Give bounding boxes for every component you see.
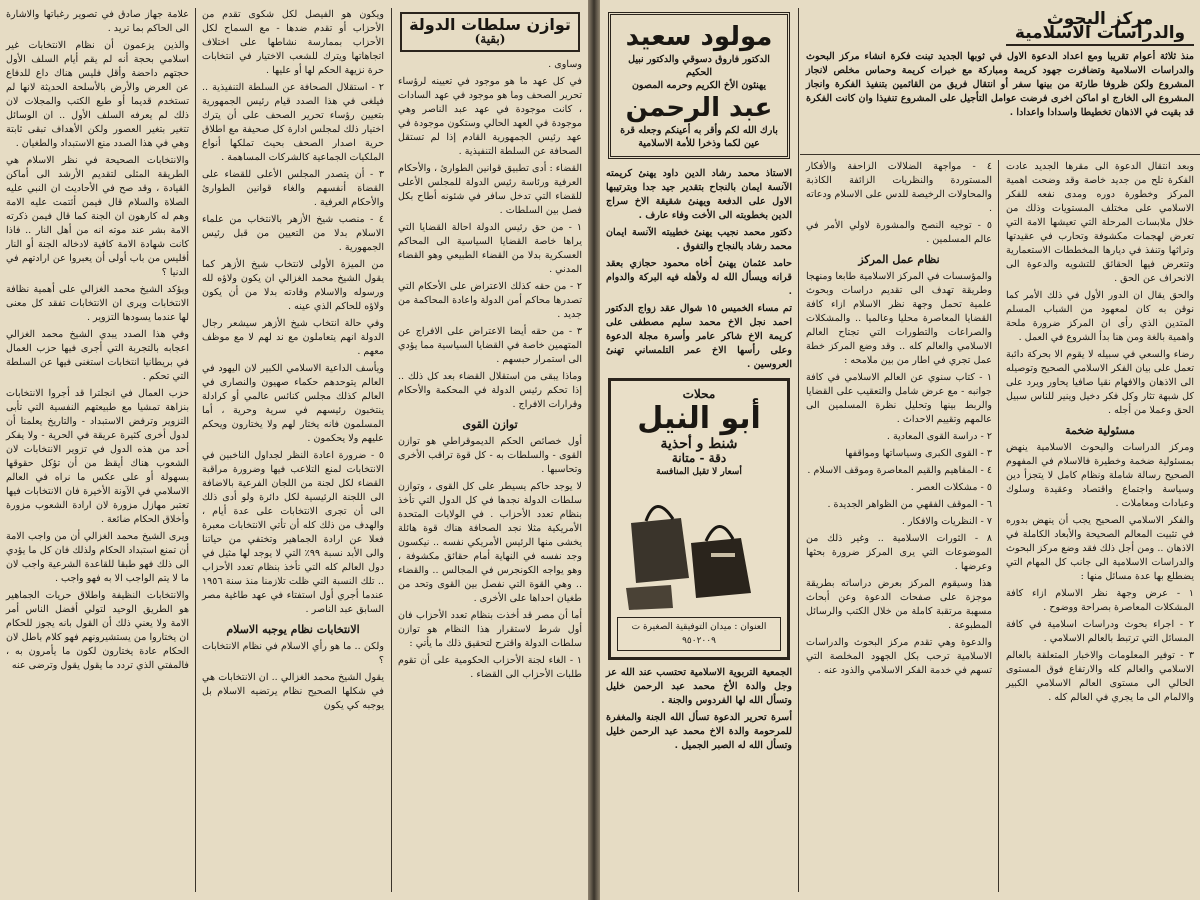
paragraph: أما أن مصر قد أخذت بنظام تعدد الأحزاب فان أول شرط لاستقرار هذا النظام هو توازن سلطات الدولة واقترح لتحقيق ذلك ما يأتي : bbox=[398, 610, 582, 649]
paragraph: ٧ - النظريات والافكار . bbox=[901, 516, 992, 527]
paragraph: أول خصائص الحكم الديموقراطي هو توازن القوى - والسلطات به - كل قوة تراقب الأخرى وتحاسبها . bbox=[398, 436, 582, 475]
paragraph: والدعوة وهي تقدم مركز البحوث والدراسات الاسلامية ترحب بكل الجهود المخلصة التي تسهم في خدمة الفكر الاسلامي والذود عنه . bbox=[806, 637, 992, 676]
paragraph: ويؤكد الشيخ محمد الغزالي على أهمية نظافة الانتخابات ويرى ان الانتخابات تفقد كل معنى لها عندما يسودها التزوير . bbox=[6, 284, 189, 323]
ad-line: الدكتور فاروق دسوقي والدكتور نبيل الحكيم bbox=[628, 54, 770, 78]
ad-address: العنوان : ميدان التوفيقية الصغيرة ت ٩٥٠٢٠٠٩ bbox=[617, 617, 781, 651]
congrats-paragraph: حامد عثمان يهنئ أخاه محمود حجازي بعقد قرانه ويسأل الله له ولأهله فيه البركة والدوام . bbox=[606, 258, 792, 297]
paragraph: ١ - الغاء لجنة الأحزاب الحكومية على أن تقوم طلبات الأحزاب الى القضاء . bbox=[398, 655, 582, 680]
condolence-paragraph: الجمعية التربوية الاسلامية تحتسب عند الله عز وجل والدة الأخ محمد عبد الرحمن خليل وتسأل الله لها الفردوس والجنة . bbox=[606, 667, 792, 706]
paragraph: والفكر الاسلامي الصحيح يجب أن ينهض بدوره في تثبيت المعالم الصحيحة والأبعاد الكاملة في الاذهان .. ومن أجل ذلك فقد وضع مركز البحوث والدراسات الاسلامية الى جانب كل المهام التي يضطلع بها عدة مسائل منها : bbox=[1006, 515, 1194, 582]
paragraph: ٤ - منصب شيخ الأزهر بالانتخاب من علماء الاسلام بدلا من التعيين من قبل رئيس الجمهورية . bbox=[202, 214, 384, 253]
paragraph: والانتخابات النظيفة واطلاق حريات الجماهير هو الطريق الوحيد لتولي أفضل الناس أمر الامة ولا يعني ذلك أن القول بانه يجوز للحكام ان يختاروا من يستشيرونهم فهو كلام باطل لان الحكام عادة يختارون لكون ما يأمرون به ، فالمفتي الذي تردد ما يقول يقول وترضى عنه bbox=[6, 590, 189, 671]
paragraph: يقول الشيخ محمد الغزالي .. ان الانتخابات هي في شكلها الصحيح نظام يرتضيه الاسلام بل يوجبه كي يكون bbox=[202, 672, 384, 711]
paragraph: وماذا يبقى من استقلال القضاء بعد كل ذلك .. إذا تحكم رئيس الدولة في المحكمة والأحكام وقرارات الافراج . bbox=[398, 371, 582, 410]
left-page bbox=[0, 0, 588, 900]
paragraph: ٥ - مشكلات العصر . bbox=[910, 482, 992, 493]
birth-announcement-ad bbox=[608, 12, 790, 159]
paragraph: والانتخابات الصحيحة في نظر الاسلام هي الطريقة المثلى لتقديم الأرشد الى أماكن القيادة ، وقد صح في الأحاديث ان النبي عليه الصلاة والسلام قال فيمن أئتمت عليه الامة وهم له كارهون ان الجنة كما قال فيمن ذكرته الامة بشر عند موته انه من أهل النار .. فاذا كانت شهادة الامة كافية لادخاله الجنة أو النار أفليس من باب أولى أن يعبروا عن ارادتهم في الدنيا ؟ bbox=[6, 155, 189, 278]
paragraph: ويرى الشيخ محمد الغزالي أن من واجب الامة أن تمنع استبداد الحكام ولذلك فان كل ما يؤدي الى ذلك فهو طبقا للقاعدة الشرعية واجب لان ما لا يتم الواجب الا به فهو واجب . bbox=[6, 531, 189, 584]
ad-shop-name: أبو النيل bbox=[637, 401, 761, 436]
paragraph: ١ - من حق رئيس الدولة احالة القضايا التي يراها خاصة القضايا السياسية الى المحاكم العسكرية بدلا من القضاء الطبيعي وهو القضاء المدني . bbox=[398, 222, 582, 275]
paragraph: ومركز الدراسات والبحوث الاسلامية ينهض بمسئولية ضخمة وخطيرة فالاسلام في المفهوم الصحيح رسالة شاملة ونظام كامل لا يتجزأ دين وسياسة واجتماع واقتصاد وعقيدة وسلوك وعبادات ومعاملات . bbox=[1006, 442, 1194, 509]
ad-line: بارك الله لكم وأقر به أعينكم وجعله قرة عين لكما وذخرا للأمة الاسلامية bbox=[620, 125, 778, 149]
paragraph: ٢ - من حقه كذلك الاعتراض على الأحكام التي تصدرها محاكم أمن الدولة واعادة المحاكمة من جديد . bbox=[398, 281, 582, 320]
column-divider bbox=[998, 160, 999, 892]
paragraph: ٥ - توجيه النصح والمشورة لاولي الأمر في عالم المسلمين . bbox=[806, 220, 992, 245]
handbags-icon bbox=[611, 483, 781, 613]
paragraph: القضاء : أدى تطبيق قوانين الطوارئ ، والأحكام العرفية ورئاسة رئيس الدولة للمجلس الأعلى للقضاء التي تدخل سافر في شئونه أطاح بكل فصل بين السلطات . bbox=[398, 163, 582, 216]
section-heading: مسئولية ضخمة bbox=[1065, 424, 1135, 437]
ad-tagline: دقة - متانة bbox=[671, 451, 727, 465]
paragraph: لا يوجد حاكم يسيطر على كل القوى ، وتوازن سلطات الدولة نجدها في كل الدول التي تأخذ بنظام تعدد الأحزاب . في الولايات المتحدة الأمريكية مثلا نجد الصحافة هناك قوة هائلة يخشى منها الرئيس الأمريكي نفسه .. نيكسون وجد نفسه في النهاية أمام حقائق مكشوفة ، وهو يواجه الكونجرس في المجالس .. والقضاء .. وهي القوة التي نفصل بين القوى وتحد من طغيان احداها على الأخرى . bbox=[398, 481, 582, 604]
ad-baby-name: عبد الرحمن bbox=[625, 93, 773, 123]
article-title-box bbox=[400, 12, 580, 52]
paragraph: وفي هذا الصدد يبدي الشيخ محمد الغزالي اعجابه بالتجربة التي أجرى فيها حزب العمال في بريطانيا انتخابات استغنى فيها عن السلطة التي تحكم . bbox=[6, 329, 189, 382]
right-page-col-left bbox=[600, 8, 798, 892]
paragraph: حزب العمال في انجلترا قد أجروا الانتخابات بنزاهة تمشيا مع طبيعتهم النفسية التي تأبى التزوير وترفض الاستبداد - والتاريخ يعلمنا أن لدول أخرى كثيرة عريقة في الحرية - ولا يفكر أحد من هذه الدول في تزوير الانتخابات لان الشعوب هناك أيقظ من أن تؤكل حقوقها بسهولة أو على عكس ما نراه في العالم الاسلامي في الآونة الأخيرة فان الانتخابات فيها تعتبر مهازل مزورة لان ارادة الشعوب مزورة وأخلاق الحكام ضائعة . bbox=[6, 388, 189, 525]
paragraph: ٢ - دراسة القوى المعادية . bbox=[886, 431, 992, 442]
ad-line: يهنئون الأخ الكريم وحرمه المصون bbox=[631, 80, 767, 91]
paragraph: ويكون هو الفيصل لكل شكوى تقدم من الأحزاب أو تقدم ضدها - مع السماح لكل الأحزاب بممارسة نشاطها على اختلاف اتجاهاتها ويترك للشعب الاختيار في انتخابات حرة نزيهة الحكم لها أو عليها . bbox=[202, 9, 384, 76]
paragraph: والذين يزعمون أن نظام الانتخابات غير اسلامي بحجة أنه لم يقم أيام السلف الأول حجتهم داحضة وأقل فليس هناك داع للدفاع عن العرض والأرض بالأسلحة الحديثة لانها لم تستخدم قديما أو طبع الكتب والمجلات لان ذلك لم يعرفه السلف الأول .. ان الوسائل تتغير بتغير العصور ولكن الأهداف تبقى ثابتة وهي في هذا الصدد منع الاستبداد والطغيان . bbox=[6, 40, 189, 149]
paragraph: ٨ - الثورات الاسلامية .. وغير ذلك من الموضوعات التي يرى المركز ضرورة بحثها وعرضها . bbox=[806, 533, 992, 572]
paragraph: ١ - عرض وجهة نظر الاسلام ازاء كافة المشكلات المعاصرة بصراحة ووضوح . bbox=[1006, 588, 1194, 613]
section-heading: نظام عمل المركز bbox=[858, 253, 940, 266]
ad-tagline: أسعار لا تقبل المنافسة bbox=[656, 467, 742, 477]
paragraph: وساوى . bbox=[548, 59, 582, 70]
paragraph: ٤ - المفاهيم والقيم المعاصرة وموقف الاسلام . bbox=[807, 465, 992, 476]
paragraph: ٣ - أن يتصدر المجلس الأعلى للقضاء على القضاة أنفسهم والغاء قوانين الطوارئ والأحكام العرفية . bbox=[202, 169, 384, 208]
paragraph: ٤ - مواجهة الضلالات الزاحفة والأفكار المستوردة والنظريات الزائفة الكاذبة والمحاولات الرخيصة للدس على الاسلام ودعاته . bbox=[806, 161, 992, 214]
paragraph: علامة جهاز صادق في تصوير رغباتها والاشارة الى الحاكم بما تريد . bbox=[6, 9, 189, 34]
paragraph: والمؤسسات في المركز الاسلامية طابعا ومنهجا وطريقة تهدف الى تقديم دراسات وبحوث علمية تحمل وجهة نظر الاسلام ازاء كافة القضايا المعاصرة محليا وعالميا .. والمشكلات والصراعات والتطورات التي تجتاح العالم الاسلامي والعالم كله .. وقد وضع المركز خطة عمل تجري في اطار من بين ملامحه : bbox=[806, 271, 992, 366]
shop-ad bbox=[608, 378, 790, 660]
paragraph: وبعد انتقال الدعوة الى مقرها الجديد عادت الفكرة تلح من جديد خاصة وقد وضحت اهمية المركز وخطورة دوره ومدى نفعه للفكر الاسلامي على مختلف المستويات وذلك من خلال ملابسات المرحلة التي تعيشها الامة التي تعرض لهجمات مكشوفة وتحارب في عقيدتها وتراثها وتنفذ في ديارها المخططات الاستعمارية وتتعرض فيها الحقائق للتشويه والدعوة الى الانحراف عن الحق . bbox=[1006, 161, 1194, 284]
section-heading: الانتخابات نظام يوجبه الاسلام bbox=[226, 623, 360, 636]
column-divider bbox=[798, 8, 799, 892]
paragraph: وفي حالة انتخاب شيخ الأزهر سيشعر رجال الدولة انهم يتعاملون مع ند لهم لا مع موظف معهم . bbox=[202, 318, 384, 357]
paragraph: ٦ - الموقف الفقهي من الظواهر الجديدة . bbox=[827, 499, 992, 510]
right-page bbox=[600, 0, 1200, 900]
right-page-col-right-body bbox=[1000, 160, 1200, 892]
binding-gutter bbox=[588, 0, 600, 900]
section-heading: توازن القوى bbox=[462, 418, 518, 431]
paragraph: والحق يقال ان الدور الأول في ذلك الأمر كما نوقن به كان لمعهود من الشباب المسلم المتدين الذي رأى ان المركز ضرورة ملحة واهمية بالغة ومن هنا بدأ الشروع في العمل . bbox=[1006, 290, 1194, 343]
paragraph: هذا وسيقوم المركز بعرض دراساته بطريقة موجزة على صفحات الدعوة وعن أبحاث مسهبة مرتقبة كاملة من خلال الكتب والرسائل المطبوعة . bbox=[806, 578, 992, 631]
column-divider bbox=[391, 8, 392, 892]
paragraph: ٢ - استقلال الصحافة عن السلطة التنفيذية .. فيلغى في هذا الصدد قيام رئيس الجمهورية بتعيين رؤساء تحرير الصحف على أن يترك اختيار ذلك لمجلس ادارة كل صحيفة مع اطلاق حرية اصدار الصحف بحيث تملكها أنواع الملكيات الجماعية كالشركات المساهمة . bbox=[202, 82, 384, 163]
article-masthead: مركز البحوث والدراسات الاسلامية bbox=[1006, 12, 1194, 46]
paragraph: من الميزة الأولى لانتخاب شيخ الأزهر كما يقول الشيخ محمد الغزالي ان يكون ولاؤه لله ورسوله والاسلام وقادته بدلا من أن يكون ولاؤه للحاكم الذي عينه . bbox=[202, 259, 384, 312]
condolence-paragraph: أسرة تحرير الدعوة تسأل الله الجنة والمغفرة للمرحومة والدة الاخ محمد عبد الرحمن خليل وتسأل الله له الصبر الجميل . bbox=[606, 712, 792, 751]
handbags-illustration bbox=[617, 483, 781, 613]
left-page-col-middle bbox=[196, 8, 390, 892]
paragraph: ٣ - من حقه أيضا الاعتراض على الافراج عن المتهمين خاصة في القضايا السياسية مما يؤدي الى استمرار حبسهم . bbox=[398, 326, 582, 365]
congrats-paragraph: تم مساء الخميس ١٥ شوال عقد زواج الدكتور احمد نجل الاخ محمد سليم مصطفى على كريمة الاخ شاكر عامر وأسرة مجلة الدعوة وعلى رأسها الاخ عمر التلمساني تهنئ العروسين . bbox=[606, 303, 792, 370]
ad-subtitle: شنط و أحذية bbox=[660, 436, 738, 452]
paragraph: ٢ - اجراء بحوث ودراسات اسلامية في كافة المسائل التي ترتبط بالعالم الاسلامي . bbox=[1006, 619, 1194, 644]
congrats-paragraph: الاستاذ محمد رشاد الدين داود يهنئ كريمته الآنسة ايمان بالنجاح بتقدير جيد جدا وبترتيبها الاول على الدفعة ويهنئ شقيقة الاخ سراج الدين بخطوبته الى الأخت وفاء عارف . bbox=[606, 168, 792, 221]
paragraph: في كل عهد ما هو موجود في تعيينه لرؤساء تحرير الصحف وما هو موجود في عهد السادات ، كانت موجودة في عهد عبد الناصر وهي موجودة في العهد الحالي وستكون موجودة في عهد رئيس الجمهورية القادم إذا لم تستقل الصحافة عن السلطة التنفيذية . bbox=[398, 76, 582, 157]
ad-heading: مولود سعيد bbox=[625, 22, 773, 52]
left-page-col-right bbox=[392, 8, 588, 892]
article-continued: (بقية) bbox=[474, 32, 506, 46]
left-page-col-left bbox=[0, 8, 195, 892]
paragraph: ٣ - القوى الكبرى وسياساتها ومواقفها bbox=[845, 448, 992, 459]
paragraph: رضاء والسعي في سبيله لا يقوم الا بحركة دائبة تعمل على بيان الفكر الاسلامي الصحيح وتوصيله الى الاذهان والافهام نقيا صافيا يحاور ويرد على كل شبهة تثار وكل فكر دخيل وينير للناس سبيل الحق وعملا من أجله . bbox=[1006, 349, 1194, 416]
intro-paragraph: منذ ثلاثة أعوام تقريبا ومع اعداد الدعوة الاول في ثوبها الجديد تبنت فكرة انشاء مركز البحوث والدراسات الاسلامية وتضافرت جهود كريمة ومباركة مع خبرات كريمة وحماس مخلص لانجاز المشروع ولكن ظروفا طارئة من بينها سفر أو انتقال فريق من القائمين بتنفيذ الفكرة وانجاز المشروع الى الخارج او اماكن اخرى فرضت عوامل التأجيل على المشروع تنفيذا وان كانت الفكرة قد بقيت في الاذهان تخطيطا واسدادا واعدادا . bbox=[806, 51, 1194, 118]
ad-top: محلات bbox=[682, 387, 716, 401]
right-page-col-middle bbox=[800, 160, 998, 892]
paragraph: ٥ - ضرورة اعادة النظر لجداول الناخبين في الانتخابات لمنع التلاعب فيها وضرورة مراقبة القضاء لكل لجنة من اللجان الفرعية بالاضافة الى اللجنة الرئيسية لكل دائرة ولو أدى ذلك الى أن تجرى الانتخابات على عدة أيام ، والهدف من ذلك كله أن تأتي الانتخابات معبرة فعلا عن ارادة الجماهير وتختفي من حياتنا والى الأبد نسبة ٩٩٪ التي لا يوجد لها مثيل في دول العالم كله التي تأخذ بنظام تعدد الأحزاب .. تلك النسبة التي ظلت تلازمنا منذ سنة ١٩٥٦ عندما أجري أول استفتاء في عهد طاغية مصر السابق عبد الناصر . bbox=[202, 450, 384, 615]
paragraph: ولكن .. ما هو رأي الاسلام في نظام الانتخابات ؟ bbox=[202, 641, 384, 666]
paragraph: ٣ - توفير المعلومات والاخبار المتعلقة بالعالم الاسلامي والعالم كله والارتفاع فوق المستوى الحالي الى مستوى العالم الاسلامي الكبير والالمام الى ما يجري في العالم كله . bbox=[1006, 650, 1194, 703]
article-title: توازن سلطات الدولة bbox=[409, 15, 571, 34]
paragraph: ويأسف الداعية الاسلامي الكبير لان اليهود في العالم يتوحدهم حكماء صهيون والنصارى في العالم كذلك مجلس كنائس عالمي أو كرادلة ينتخبون رئيسهم في سرية وحرية ، أما المسلمون فانه يختار لهم ولا يختارون ويحكم عليهم ولا يحكمون . bbox=[202, 363, 384, 444]
article-intro bbox=[800, 50, 1200, 155]
congrats-paragraph: دكتور محمد نجيب يهنئ خطيبته الآنسة ايمان محمد رشاد بالنجاح والتفوق . bbox=[606, 227, 792, 252]
column-divider bbox=[195, 8, 196, 892]
paragraph: ١ - كتاب سنوي عن العالم الاسلامي في كافة جوانبه - مع عرض شامل والتعقيب على القضايا والربط بينها وتحليل نظرة المسلمين الى عالمهم وتقييم الاحداث . bbox=[806, 372, 992, 425]
